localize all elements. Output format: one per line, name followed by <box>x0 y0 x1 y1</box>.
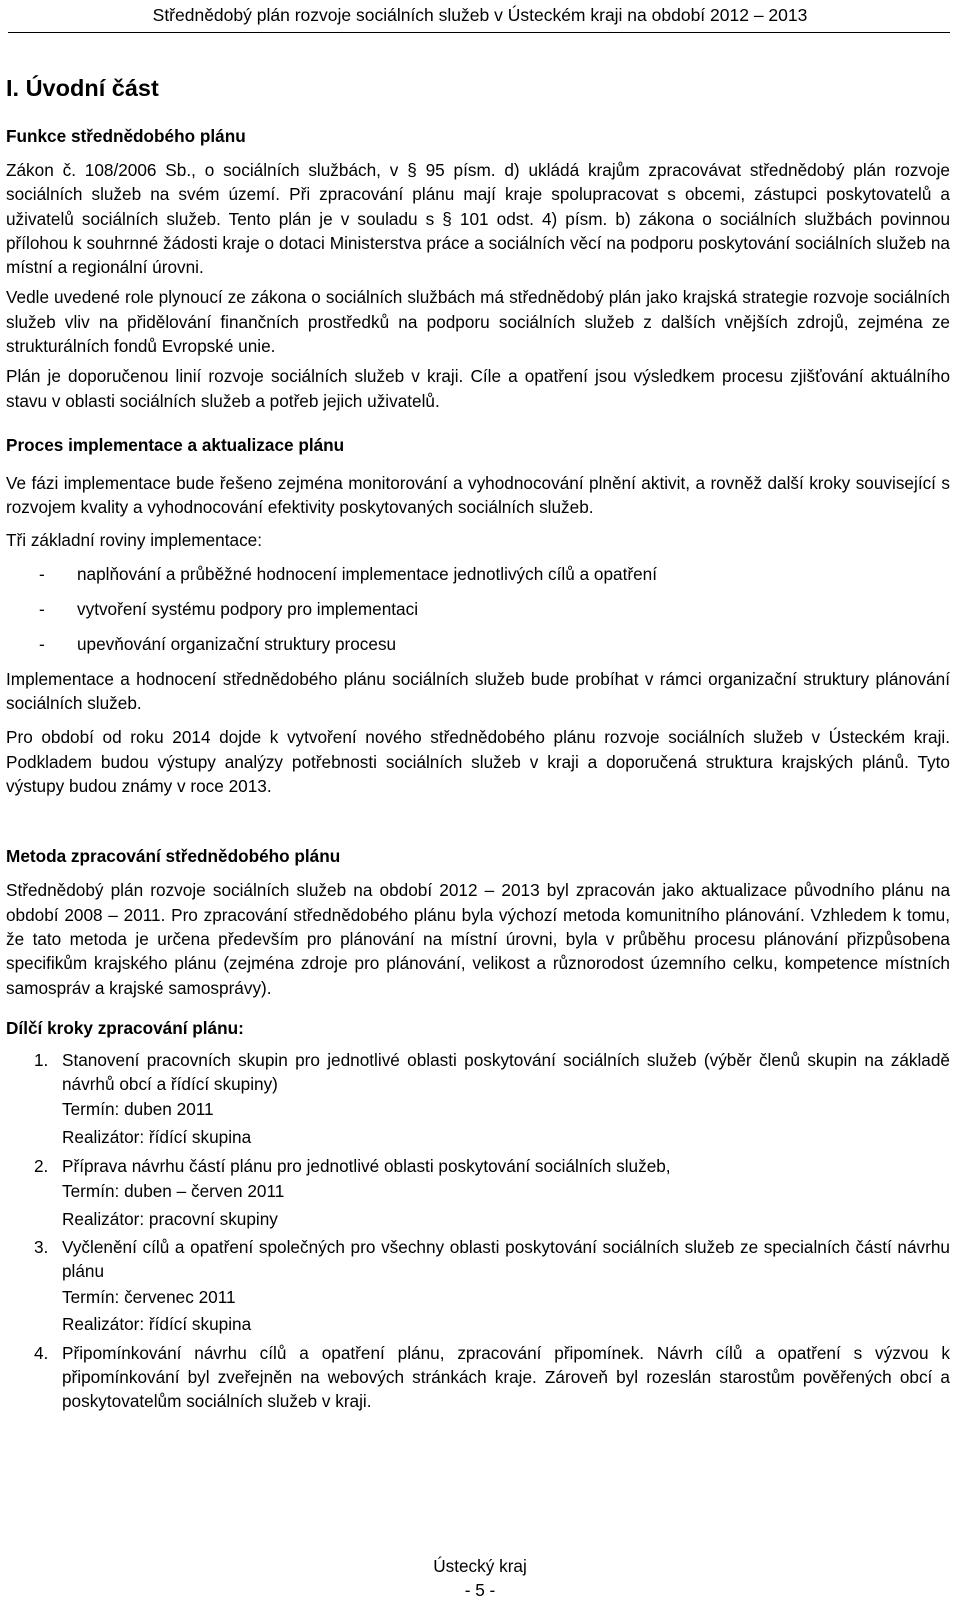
step-term: Termín: duben – červen 2011 <box>62 1180 285 1201</box>
step-number: 1. <box>34 1049 49 1070</box>
implementation-heading: Proces implementace a aktualizace plánu <box>6 434 345 455</box>
functions-heading: Funkce střednědobého plánu <box>6 126 246 146</box>
list-item <box>6 1048 950 1152</box>
implementation-paragraph-1: Ve fázi implementace bude řešeno zejména monitorování a vyhodnocování plnění aktivit, a rovněž další kroky související s rozvojem kvality a vyhodnocování efektivity poskytovaných sociálních služeb. <box>6 472 950 518</box>
implementation-paragraph-4: Pro období od roku 2014 dojde k vytvoření nového střednědobého plánu rozvoje sociálních služeb v Ústeckém kraji. Podkladem budou výstupy analýzy potřebnosti sociálních služeb v kraji a doporučená struktura krajských plánů. Tyto výstupy budou známy v roce 2013. <box>6 727 950 797</box>
implementation-levels-list <box>6 562 950 656</box>
step-realizer: Realizátor: řídící skupina <box>62 1127 252 1148</box>
step-number: 2. <box>34 1155 49 1176</box>
functions-paragraph-3: Plán je doporučenou linií rozvoje sociálních služeb v kraji. Cíle a opatření jsou výsledkem procesu zjišťování aktuálního stavu v oblasti sociálních služeb a potřeb jejich uživatelů. <box>6 366 950 411</box>
list-item <box>6 1341 950 1414</box>
list-item-text: vytvoření systému podpory pro implementaci <box>77 598 419 619</box>
list-item <box>6 597 950 621</box>
section-title: I. Úvodní část <box>6 75 159 101</box>
list-item-text: naplňování a průběžné hodnocení implementace jednotlivých cílů a opatření <box>77 563 657 584</box>
page-content <box>6 64 950 1416</box>
page-number: - 5 - <box>464 1580 496 1600</box>
dash-bullet: - <box>39 598 45 619</box>
list-item <box>6 1154 950 1233</box>
running-header: Střednědobý plán rozvoje sociálních služeb v Ústeckém kraji na období 2012 – 2013 <box>152 5 808 25</box>
list-item <box>6 1235 950 1339</box>
step-term: Termín: červenec 2011 <box>62 1286 236 1307</box>
step-text: Stanovení pracovních skupin pro jednotlivé oblasti poskytování sociálních služeb (výběr členů skupin na základě návrhů obcí a řídící skupiny) <box>62 1049 950 1095</box>
list-item <box>6 562 950 586</box>
step-text: Připomínkování návrhu cílů a opatření plánu, zpracování připomínek. Návrh cílů a opatření s výzvou k připomínkování byl zveřejněn na webových stránkách kraje. Zároveň byl rozeslán starostům pověřených obcí a poskytovatelům sociálních služeb v kraji. <box>62 1342 950 1412</box>
step-realizer: Realizátor: řídící skupina <box>62 1314 252 1335</box>
step-number: 3. <box>34 1237 49 1258</box>
step-text: Vyčlenění cílů a opatření společných pro všechny oblasti poskytování sociálních služeb ze specialních částí návrhu plánu <box>62 1237 950 1282</box>
step-text: Příprava návrhu částí plánu pro jednotlivé oblasti poskytování sociálních služeb, <box>62 1155 671 1176</box>
dash-bullet: - <box>39 633 45 654</box>
method-heading: Metoda zpracování střednědobého plánu <box>6 846 341 867</box>
step-number: 4. <box>34 1342 49 1363</box>
step-term: Termín: duben 2011 <box>62 1099 214 1120</box>
steps-heading: Dílčí kroky zpracování plánu: <box>6 1017 244 1038</box>
method-paragraph: Střednědobý plán rozvoje sociálních služeb na období 2012 – 2013 byl zpracován jako aktualizace původního plánu na období 2008 – 2011. Pro zpracování střednědobého plánu byla výchozí metoda komunitního plánování. Vzhledem k tomu, že tato metoda je určena především pro plánování na místní úrovni, byla v průběhu procesu plánování přizpůsobena specifikům krajského plánu (zejména zdroje pro plánování, velikost a různorodost územního celku, kompetence místních samospráv a krajské samosprávy). <box>6 880 950 998</box>
header-rule <box>8 32 950 33</box>
functions-paragraph-2: Vedle uvedené role plynoucí ze zákona o sociálních službách má střednědobý plán jako krajská strategie rozvoje sociálních služeb vliv na přidělování finančních prostředků na podporu sociálních služeb z dalších vnějších zdrojů, zejména ze strukturálních fondů Evropské unie. <box>6 287 950 357</box>
list-item-text: upevňování organizační struktury procesu <box>77 633 397 654</box>
footer-region: Ústecký kraj <box>433 1556 527 1576</box>
page-footer <box>0 1554 960 1602</box>
functions-paragraph-1: Zákon č. 108/2006 Sb., o sociálních službách, v § 95 písm. d) ukládá krajům zpracovávat střednědobý plán rozvoje sociálních služeb na svém území. Při zpracování plánu mají kraje spolupracovat s obcemi, zástupci poskytovatelů a uživatelů sociálních služeb. Tento plán je v souladu s § 101 odst. 4) písm. b) zákona o sociálních službách povinnou přílohou k souhrnné žádosti kraje o dotaci Ministerstva práce a sociálních věcí na podporu poskytování sociálních služeb na místní a regionální úrovni. <box>6 160 950 278</box>
list-item <box>6 632 950 656</box>
step-realizer: Realizátor: pracovní skupiny <box>62 1208 278 1229</box>
dash-bullet: - <box>39 563 45 584</box>
steps-list <box>6 1048 950 1414</box>
implementation-levels-intro: Tři základní roviny implementace: <box>6 529 262 550</box>
implementation-paragraph-3: Implementace a hodnocení střednědobého plánu sociálních služeb bude probíhat v rámci organizační struktury plánování sociálních služeb. <box>6 668 950 714</box>
